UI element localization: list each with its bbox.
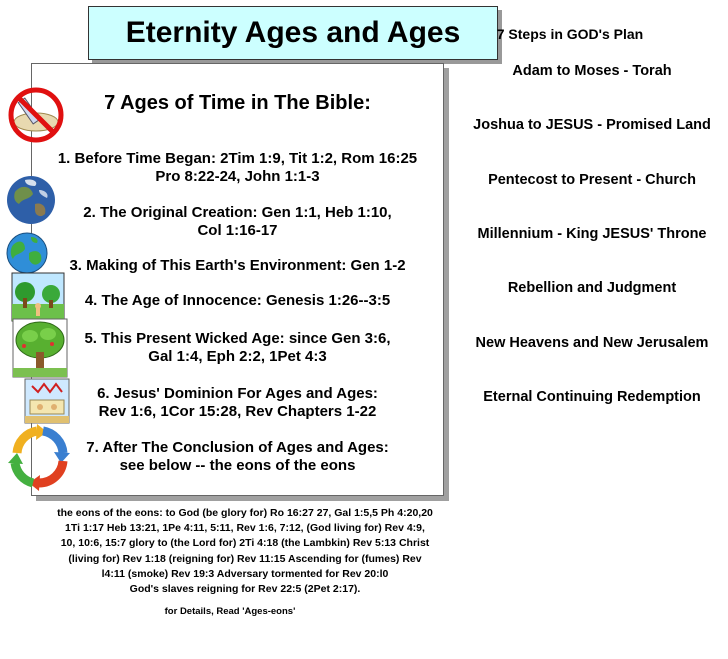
- notes-line-5: l4:11 (smoke) Rev 19:3 Adversary tormented for Rev 20:l0: [101, 567, 389, 580]
- age-5-line1: 5. This Present Wicked Age: since Gen 3:6,: [84, 330, 391, 347]
- notes-line-4: (living for) Rev 1:18 (reigning for) Rev 11:15 Ascending for (fumes) Rev: [68, 552, 422, 565]
- age-3-line1: 3. Making of This Earth's Environment: Gen 1-2: [69, 257, 406, 274]
- plan-step-1: Adam to Moses - Torah: [512, 63, 672, 79]
- age-2-line1: 2. The Original Creation: Gen 1:1, Heb 1:10,: [83, 204, 392, 221]
- eons-notes: [20, 506, 470, 597]
- notes-line-2: 1Ti 1:17 Heb 13:21, 1Pe 4:11, 5:11, Rev 1:6, 7:12, (God living for) Rev 4:9,: [65, 522, 425, 535]
- details-footer: for Details, Read 'Ages-eons': [164, 606, 296, 617]
- plan-step-2: Joshua to JESUS - Promised Land: [473, 117, 711, 133]
- page-title: Eternity Ages and Ages: [125, 16, 461, 49]
- age-item-5: [32, 330, 443, 366]
- age-7-line1: 7. After The Conclusion of Ages and Ages:: [86, 439, 389, 456]
- plan-step-5: Rebellion and Judgment: [507, 280, 677, 296]
- throne-icon: [24, 378, 70, 424]
- plan-step-4: Millennium - King JESUS' Throne: [477, 226, 707, 242]
- notes-line-6: God's slaves reigning for Rev 22:5 (2Pet 2:17).: [129, 583, 361, 596]
- earth-globe-icon: [5, 174, 57, 226]
- earth-map-icon: [5, 231, 49, 275]
- plan-step-7: Eternal Continuing Redemption: [483, 389, 701, 405]
- age-item-6: [32, 385, 443, 421]
- plan-heading: 7 Steps in GOD's Plan: [496, 26, 644, 42]
- age-item-2: [32, 204, 443, 240]
- garden-of-eden-icon: [11, 272, 65, 322]
- age-5-line2: Gal 1:4, Eph 2:2, 1Pet 4:3: [148, 348, 327, 365]
- tree-icon: [12, 318, 68, 378]
- age-6-line2: Rev 1:6, 1Cor 15:28, Rev Chapters 1-22: [98, 403, 377, 420]
- notes-line-1: the eons of the eons: to God (be glory for) Ro 16:27 27, Gal 1:5,5 Ph 4:20,20: [57, 507, 433, 519]
- plan-step-6: New Heavens and New Jerusalem: [475, 335, 709, 351]
- age-item-7: [32, 439, 443, 475]
- cycle-arrows-icon: [3, 423, 75, 493]
- plan-step-3: Pentecost to Present - Church: [488, 172, 696, 188]
- title-box: [88, 6, 498, 60]
- age-4-line1: 4. The Age of Innocence: Genesis 1:26--3:5: [84, 292, 391, 309]
- age-item-4: [32, 292, 443, 310]
- age-item-1: [32, 150, 443, 186]
- age-7-line2: see below -- the eons of the eons: [119, 457, 356, 474]
- age-1-line1: 1. Before Time Began: 2Tim 1:9, Tit 1:2, Rom 16:25: [57, 150, 418, 167]
- ages-panel: [31, 63, 444, 496]
- age-2-line2: Col 1:16-17: [197, 222, 278, 239]
- age-6-line1: 6. Jesus' Dominion For Ages and Ages:: [97, 385, 378, 402]
- no-time-icon: [7, 86, 65, 144]
- age-1-line2: Pro 8:22-24, John 1:1-3: [155, 168, 320, 185]
- notes-line-3: 10, 10:6, 15:7 glory to (the Lord for) 2Ti 4:18 (the Lambkin) Rev 5:13 Christ: [60, 537, 430, 550]
- panel-heading: 7 Ages of Time in The Bible:: [104, 92, 371, 114]
- age-item-3: [32, 257, 443, 275]
